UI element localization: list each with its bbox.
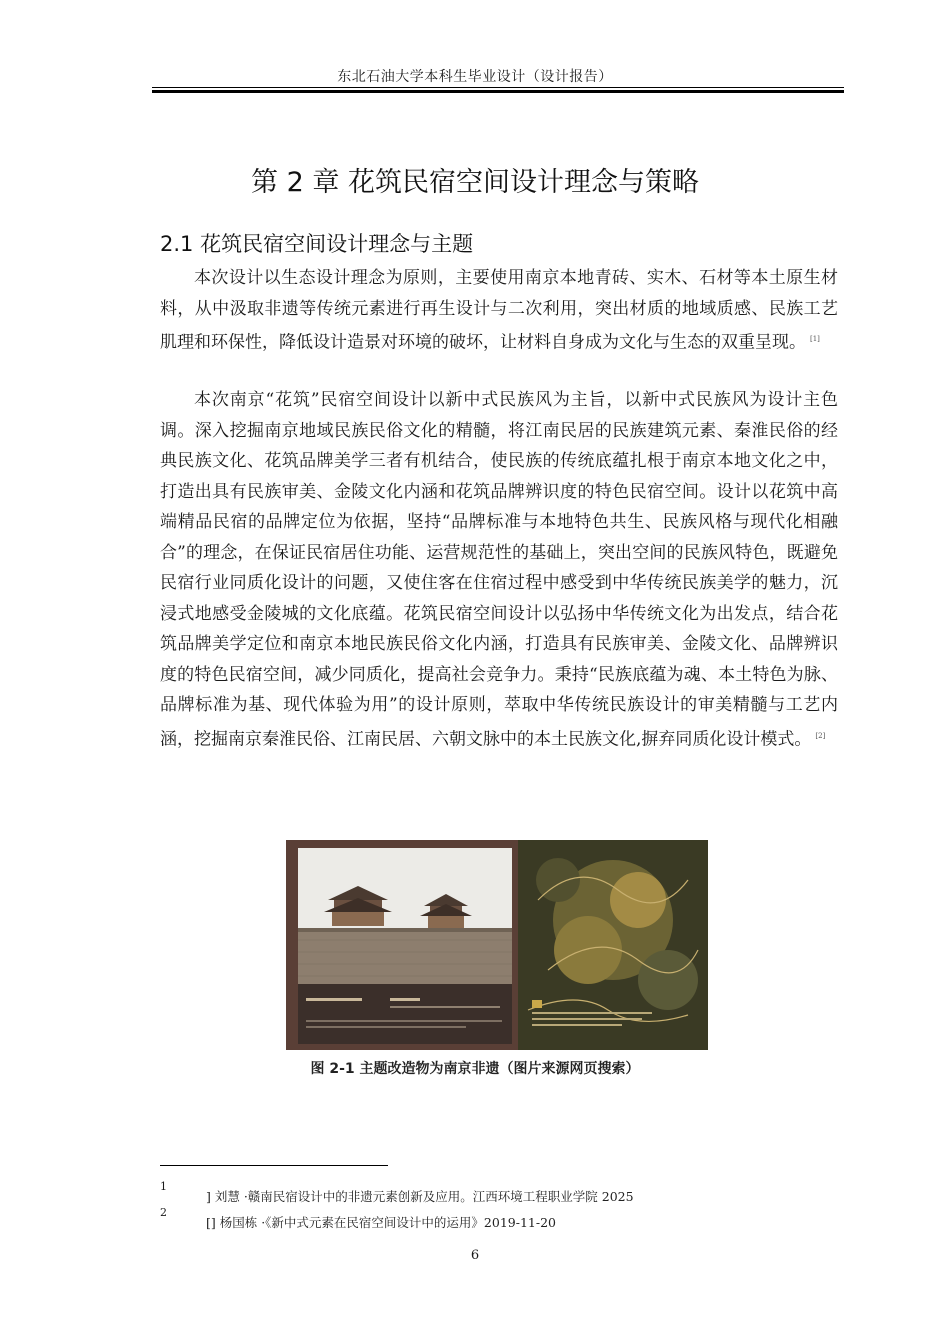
header-rule-thick bbox=[152, 90, 844, 93]
city-wall-illustration bbox=[298, 848, 512, 1044]
citation-ref-2[interactable]: [2] bbox=[815, 731, 826, 740]
dragon-embroidery-illustration bbox=[518, 840, 708, 1050]
header-rule-thin bbox=[152, 87, 844, 88]
footnote-text-2: [] 杨国栋 ·《新中式元素在民宿空间设计中的运用》2019-11-20 bbox=[206, 1215, 556, 1230]
embroidery-photo bbox=[518, 840, 708, 1050]
footnote-number-1: 1 bbox=[160, 1180, 167, 1193]
footnote-text-1: ] 刘慧 ·赣南民宿设计中的非遗元素创新及应用。江西环境工程职业学院 2025 bbox=[206, 1189, 634, 1204]
header-title: 东北石油大学本科生毕业设计（设计报告） bbox=[337, 69, 613, 85]
figure-caption: 图 2-1 主题改造物为南京非遗（图片来源网页搜索） bbox=[310, 1061, 640, 1077]
paragraph-1-text: 本次设计以生态设计理念为原则，主要使用南京本地青砖、实木、石材等本土原生材料，从中汲取非遗等传统元素进行再生设计与二次利用，突出材质的地域质感、民族工艺肌理和环保性，降低设计造景对环境的破坏，让材料自身成为文化与生态的双重呈现。 bbox=[160, 268, 838, 353]
city-wall-photo bbox=[298, 848, 512, 1044]
paragraph-1 bbox=[160, 263, 838, 358]
paragraph-2-text: 本次南京“花筑”民宿空间设计以新中式民族风为主旨，以新中式民族风为设计主色调。深入挖掘南京地域民族民俗文化的精髓，将江南民居的民族建筑元素、秦淮民俗的经典民族文化、花筑品牌美学三者有机结合，使民族的传统底蕴扎根于南京本地文化之中，打造出具有民族审美、金陵文化内涵和花筑品牌辨识度的特色民宿空间。设计以花筑中高端精品民宿的品牌定位为依据，坚持“品牌标准与本地特色共生、民族风格与现代化相融合”的理念，在保证民宿居住功能、运营规范性的基础上，突出空间的民族风特色，既避免民宿行业同质化设计的问题，又使住客在住宿过程中感受到中华传统民族美学的魅力，沉浸式地感受金陵城的文化底蕴。花筑民宿空间设计以弘扬中华传统文化为出发点，结合花筑品牌美学定位和南京本地民族民俗文化内涵，打造具有民族审美、金陵文化、品牌辨识度的特色民宿空间，减少同质化，提高社会竞争力。秉持“民族底蕴为魂、本土特色为脉、品牌标准为基、现代体验为用”的设计原则，萃取中华传统民族设计的审美精髓与工艺内涵，挖掘南京秦淮民俗、江南民居、六朝文脉中的本土民族文化,摒弃同质化设计模式。 bbox=[160, 390, 838, 750]
footnote-number-2: 2 bbox=[160, 1206, 167, 1219]
footnote-divider bbox=[160, 1165, 388, 1166]
section-title: 2.1 花筑民宿空间设计理念与主题 bbox=[160, 232, 474, 256]
chapter-title: 第 2 章 花筑民宿空间设计理念与策略 bbox=[251, 167, 699, 198]
page-number: 6 bbox=[470, 1248, 480, 1263]
paragraph-2 bbox=[160, 385, 838, 755]
citation-ref-1[interactable]: [1] bbox=[810, 335, 820, 343]
figure-image bbox=[286, 840, 708, 1050]
